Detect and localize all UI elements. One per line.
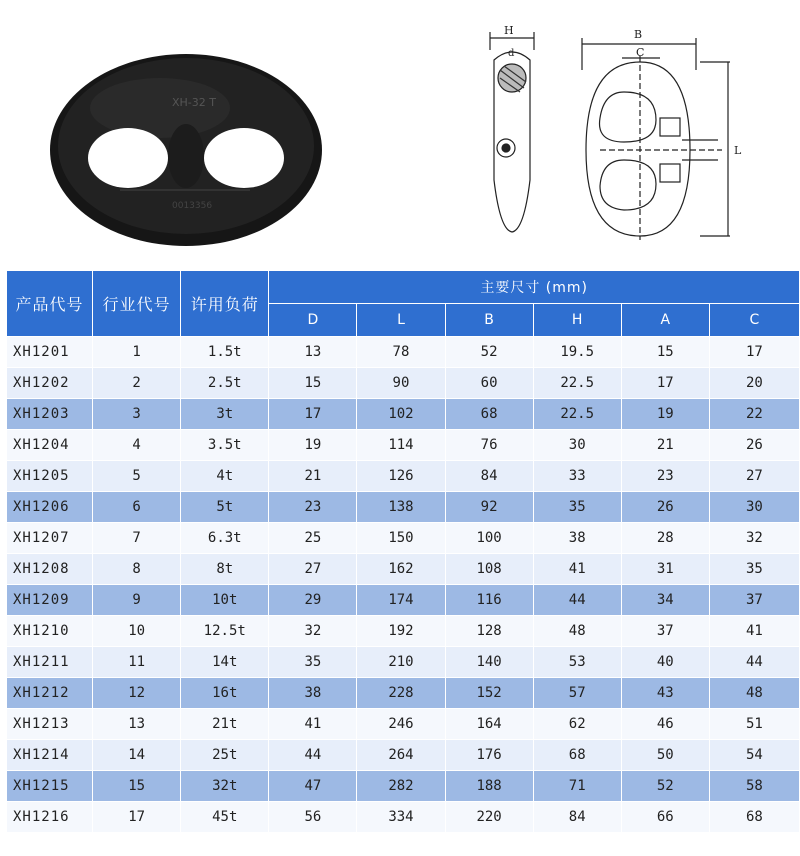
table-cell: 22.5 <box>533 399 621 430</box>
link-stamp: XH-32 T <box>172 96 216 109</box>
product-code-cell: XH1212 <box>7 678 93 709</box>
table-cell: 1 <box>93 337 181 368</box>
table-cell: 41 <box>709 616 799 647</box>
header-industry-code: 行业代号 <box>93 271 181 337</box>
header-dim-b: B <box>445 304 533 337</box>
table-cell: 44 <box>533 585 621 616</box>
table-cell: 23 <box>621 461 709 492</box>
table-cell: 126 <box>357 461 445 492</box>
table-cell: 26 <box>709 430 799 461</box>
table-cell: 2 <box>93 368 181 399</box>
table-cell: 5 <box>93 461 181 492</box>
table-row <box>7 740 800 771</box>
table-cell: 21t <box>181 709 269 740</box>
header-dim-h: H <box>533 304 621 337</box>
table-cell: 84 <box>533 802 621 833</box>
header-dim-c: C <box>709 304 799 337</box>
table-cell: 334 <box>357 802 445 833</box>
table-cell: 114 <box>357 430 445 461</box>
table-cell: 27 <box>269 554 357 585</box>
table-cell: 32 <box>709 523 799 554</box>
table-cell: 116 <box>445 585 533 616</box>
table-cell: 12.5t <box>181 616 269 647</box>
table-cell: 10t <box>181 585 269 616</box>
table-cell: 1.5t <box>181 337 269 368</box>
table-cell: 246 <box>357 709 445 740</box>
table-cell: 53 <box>533 647 621 678</box>
table-cell: 90 <box>357 368 445 399</box>
table-cell: 264 <box>357 740 445 771</box>
table-cell: 108 <box>445 554 533 585</box>
table-cell: 33 <box>533 461 621 492</box>
table-cell: 176 <box>445 740 533 771</box>
table-cell: 15 <box>621 337 709 368</box>
table-cell: 62 <box>533 709 621 740</box>
table-cell: 3 <box>93 399 181 430</box>
table-cell: 10 <box>93 616 181 647</box>
table-cell: 32t <box>181 771 269 802</box>
dim-label-l: L <box>734 144 742 157</box>
table-cell: 162 <box>357 554 445 585</box>
table-cell: 19 <box>621 399 709 430</box>
table-cell: 21 <box>269 461 357 492</box>
table-cell: 23 <box>269 492 357 523</box>
header-rated-load: 许用负荷 <box>181 271 269 337</box>
header-dim-l: L <box>357 304 445 337</box>
table-cell: 150 <box>357 523 445 554</box>
product-code-cell: XH1207 <box>7 523 93 554</box>
table-cell: 48 <box>709 678 799 709</box>
table-row <box>7 554 800 585</box>
table-cell: 26 <box>621 492 709 523</box>
header-dim-a: A <box>621 304 709 337</box>
table-cell: 174 <box>357 585 445 616</box>
product-code-cell: XH1206 <box>7 492 93 523</box>
table-cell: 30 <box>533 430 621 461</box>
table-cell: 34 <box>621 585 709 616</box>
table-row <box>7 461 800 492</box>
table-row <box>7 647 800 678</box>
table-cell: 29 <box>269 585 357 616</box>
table-row <box>7 492 800 523</box>
table-cell: 58 <box>709 771 799 802</box>
product-code-cell: XH1216 <box>7 802 93 833</box>
table-cell: 4 <box>93 430 181 461</box>
table-cell: 3.5t <box>181 430 269 461</box>
table-row <box>7 771 800 802</box>
side-view-drawing <box>490 32 534 232</box>
table-cell: 19 <box>269 430 357 461</box>
table-cell: 5t <box>181 492 269 523</box>
table-cell: 152 <box>445 678 533 709</box>
table-cell: 47 <box>269 771 357 802</box>
product-code-cell: XH1214 <box>7 740 93 771</box>
table-cell: 7 <box>93 523 181 554</box>
header-dim-d: D <box>269 304 357 337</box>
table-cell: 17 <box>709 337 799 368</box>
product-code-cell: XH1201 <box>7 337 93 368</box>
table-row <box>7 616 800 647</box>
header-product-code: 产品代号 <box>7 271 93 337</box>
dim-label-d: d <box>508 48 515 59</box>
table-cell: 210 <box>357 647 445 678</box>
table-cell: 84 <box>445 461 533 492</box>
product-code-cell: XH1211 <box>7 647 93 678</box>
table-cell: 3t <box>181 399 269 430</box>
table-cell: 14t <box>181 647 269 678</box>
product-code-cell: XH1204 <box>7 430 93 461</box>
table-cell: 52 <box>621 771 709 802</box>
table-cell: 32 <box>269 616 357 647</box>
table-cell: 43 <box>621 678 709 709</box>
table-cell: 25 <box>269 523 357 554</box>
table-cell: 37 <box>709 585 799 616</box>
table-cell: 27 <box>709 461 799 492</box>
table-cell: 9 <box>93 585 181 616</box>
table-cell: 44 <box>269 740 357 771</box>
table-cell: 92 <box>445 492 533 523</box>
table-cell: 38 <box>533 523 621 554</box>
table-cell: 282 <box>357 771 445 802</box>
table-cell: 128 <box>445 616 533 647</box>
table-cell: 100 <box>445 523 533 554</box>
table-cell: 51 <box>709 709 799 740</box>
table-cell: 20 <box>709 368 799 399</box>
table-cell: 68 <box>533 740 621 771</box>
link-stamp-lower: 0013356 <box>172 201 213 211</box>
header-main-dimensions: 主要尺寸 (mm) <box>269 271 800 304</box>
dim-label-h: H <box>504 24 514 37</box>
table-cell: 164 <box>445 709 533 740</box>
table-cell: 13 <box>93 709 181 740</box>
table-cell: 2.5t <box>181 368 269 399</box>
table-cell: 76 <box>445 430 533 461</box>
table-cell: 40 <box>621 647 709 678</box>
table-cell: 54 <box>709 740 799 771</box>
table-cell: 6.3t <box>181 523 269 554</box>
table-cell: 8 <box>93 554 181 585</box>
table-cell: 52 <box>445 337 533 368</box>
table-cell: 60 <box>445 368 533 399</box>
table-cell: 30 <box>709 492 799 523</box>
table-cell: 17 <box>93 802 181 833</box>
table-cell: 25t <box>181 740 269 771</box>
table-cell: 71 <box>533 771 621 802</box>
table-cell: 11 <box>93 647 181 678</box>
table-cell: 35 <box>709 554 799 585</box>
table-cell: 140 <box>445 647 533 678</box>
table-cell: 35 <box>269 647 357 678</box>
table-cell: 4t <box>181 461 269 492</box>
table-cell: 56 <box>269 802 357 833</box>
product-code-cell: XH1215 <box>7 771 93 802</box>
table-row <box>7 709 800 740</box>
table-cell: 6 <box>93 492 181 523</box>
table-cell: 22 <box>709 399 799 430</box>
table-row <box>7 430 800 461</box>
product-code-cell: XH1202 <box>7 368 93 399</box>
product-code-cell: XH1213 <box>7 709 93 740</box>
table-cell: 228 <box>357 678 445 709</box>
table-cell: 14 <box>93 740 181 771</box>
table-cell: 8t <box>181 554 269 585</box>
table-row <box>7 523 800 554</box>
table-cell: 15 <box>269 368 357 399</box>
table-cell: 17 <box>269 399 357 430</box>
table-cell: 12 <box>93 678 181 709</box>
table-cell: 19.5 <box>533 337 621 368</box>
table-cell: 48 <box>533 616 621 647</box>
table-cell: 50 <box>621 740 709 771</box>
table-cell: 192 <box>357 616 445 647</box>
table-cell: 15 <box>93 771 181 802</box>
table-cell: 188 <box>445 771 533 802</box>
front-view-drawing <box>582 38 730 240</box>
table-cell: 31 <box>621 554 709 585</box>
table-cell: 68 <box>445 399 533 430</box>
table-row <box>7 368 800 399</box>
table-cell: 41 <box>269 709 357 740</box>
table-cell: 66 <box>621 802 709 833</box>
table-cell: 45t <box>181 802 269 833</box>
table-cell: 38 <box>269 678 357 709</box>
table-cell: 22.5 <box>533 368 621 399</box>
table-cell: 102 <box>357 399 445 430</box>
table-cell: 78 <box>357 337 445 368</box>
table-cell: 138 <box>357 492 445 523</box>
kenter-link-photo <box>50 54 322 246</box>
table-cell: 16t <box>181 678 269 709</box>
product-figure <box>0 0 800 268</box>
spec-table <box>6 270 800 833</box>
table-row <box>7 802 800 833</box>
table-body <box>7 337 800 833</box>
table-cell: 57 <box>533 678 621 709</box>
product-code-cell: XH1210 <box>7 616 93 647</box>
table-cell: 220 <box>445 802 533 833</box>
table-cell: 28 <box>621 523 709 554</box>
table-cell: 68 <box>709 802 799 833</box>
product-code-cell: XH1203 <box>7 399 93 430</box>
table-cell: 46 <box>621 709 709 740</box>
table-cell: 37 <box>621 616 709 647</box>
table-cell: 44 <box>709 647 799 678</box>
table-row <box>7 337 800 368</box>
table-row <box>7 399 800 430</box>
table-cell: 35 <box>533 492 621 523</box>
table-cell: 13 <box>269 337 357 368</box>
table-cell: 17 <box>621 368 709 399</box>
product-code-cell: XH1209 <box>7 585 93 616</box>
table-row <box>7 585 800 616</box>
table-row <box>7 678 800 709</box>
dim-label-c: C <box>636 46 645 59</box>
product-code-cell: XH1208 <box>7 554 93 585</box>
dim-label-b: B <box>634 28 643 41</box>
table-cell: 21 <box>621 430 709 461</box>
table-cell: 41 <box>533 554 621 585</box>
product-code-cell: XH1205 <box>7 461 93 492</box>
